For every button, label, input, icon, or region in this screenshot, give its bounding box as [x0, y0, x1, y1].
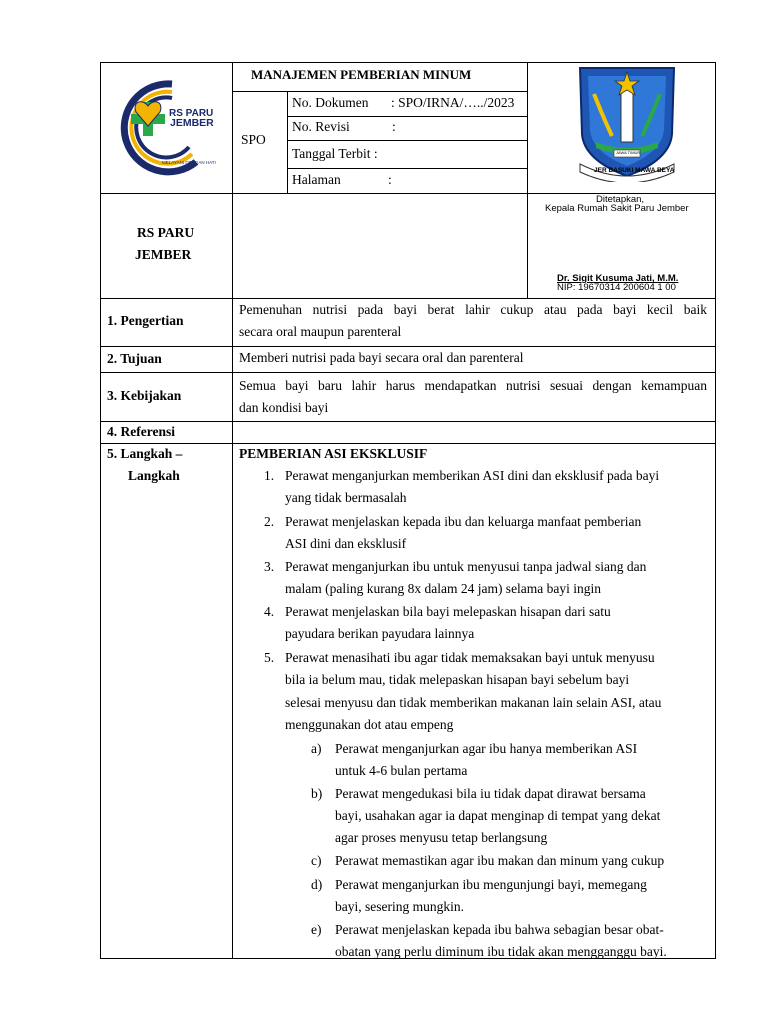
- no-dokumen-value: : SPO/IRNA/…../2023: [391, 95, 515, 110]
- step-text-line: Perawat menasihati ibu agar tidak memaksakan bayi untuk menyusu: [285, 650, 655, 665]
- kebijakan-text-line-1: Semua bayi baru lahir harus mendapatkan nutrisi sesuai dengan kemampuan: [239, 378, 707, 393]
- langkah-label-line-1: 5. Langkah –: [107, 446, 183, 461]
- substep-text-line: agar proses menyusu tetap berlangsung: [335, 830, 548, 845]
- substep-text-line: Perawat menjelaskan kepada ibu bahwa sebagian besar obat-: [335, 922, 664, 937]
- substep-text-line: untuk 4-6 bulan pertama: [335, 763, 468, 778]
- step-number: 2.: [264, 514, 275, 529]
- step-text-line: menggunakan dot atau empeng: [285, 717, 454, 732]
- no-revisi-label: No. Revisi: [292, 119, 350, 134]
- substep-letter: c): [311, 853, 322, 868]
- step-text-line: ASI dini dan eksklusif: [285, 536, 407, 551]
- jabatan-label: Kepala Rumah Sakit Paru Jember: [545, 203, 689, 214]
- step-number: 3.: [264, 559, 275, 574]
- tujuan-label: 2. Tujuan: [107, 351, 162, 366]
- step-number: 1.: [264, 468, 275, 483]
- step-text-line: Perawat menganjurkan memberikan ASI dini dan eksklusif pada bayi: [285, 468, 660, 483]
- substep-letter: d): [311, 877, 323, 892]
- ditetapkan-label: Ditetapkan,: [596, 194, 645, 205]
- substep-text-line: Perawat mengedukasi bila iu tidak dapat dirawat bersama: [335, 786, 646, 801]
- referensi-label: 4. Referensi: [107, 424, 175, 439]
- hospital-name-line-1: RS PARU: [137, 225, 195, 240]
- substep-letter: b): [311, 786, 323, 801]
- signatory-nip: NIP: 19670314 200604 1 00: [557, 282, 676, 293]
- substep-letter: e): [311, 922, 322, 937]
- substep-text-line: bayi, sesering mungkin.: [335, 899, 464, 914]
- document-title: MANAJEMEN PEMBERIAN MINUM: [251, 67, 472, 82]
- halaman-label: Halaman: [292, 172, 341, 187]
- substep-text-line: obatan yang perlu diminum ibu tidak akan mengganggu bayi.: [335, 944, 667, 959]
- pengertian-text-line-2: secara oral maupun parenteral: [239, 324, 402, 339]
- tanggal-terbit-label: Tanggal Terbit :: [292, 146, 378, 161]
- hospital-logo: [112, 76, 224, 176]
- section-heading: PEMBERIAN ASI EKSKLUSIF: [239, 446, 428, 461]
- step-number: 5.: [264, 650, 275, 665]
- kebijakan-label: 3. Kebijakan: [107, 388, 182, 403]
- langkah-label-line-2: Langkah: [128, 468, 180, 483]
- no-dokumen-label: No. Dokumen: [292, 95, 369, 110]
- pengertian-label: 1. Pengertian: [107, 313, 184, 328]
- province-emblem-label: JAWA TIMUR: [616, 150, 641, 155]
- spo-label: SPO: [241, 132, 266, 147]
- step-text-line: Perawat menganjurkan ibu untuk menyusui tanpa jadwal siang dan: [285, 559, 647, 574]
- hospital-logo-name-1: RS PARU: [169, 108, 214, 119]
- substep-text-line: Perawat menganjurkan agar ibu hanya memberikan ASI: [335, 741, 638, 756]
- hospital-name-line-2: JEMBER: [135, 247, 192, 262]
- province-emblem-motto: JER BASUKI MAWA BEYA: [594, 167, 675, 174]
- province-shield-icon: [574, 64, 680, 182]
- pengertian-text-line-1: Pemenuhan nutrisi pada bayi berat lahir cukup atau pada bayi kecil baik: [239, 302, 707, 317]
- step-text-line: bila ia belum mau, tidak melepaskan hisapan bayi sebelum bayi: [285, 672, 630, 687]
- substep-text-line: Perawat menganjurkan ibu mengunjungi bayi, memegang: [335, 877, 647, 892]
- hospital-logo-name-2: JEMBER: [170, 117, 214, 129]
- step-text-line: Perawat menjelaskan kepada ibu dan keluarga manfaat pemberian: [285, 514, 642, 529]
- kebijakan-text-line-2: dan kondisi bayi: [239, 400, 329, 415]
- substep-text-line: Perawat memastikan agar ibu makan dan minum yang cukup: [335, 853, 665, 868]
- substep-letter: a): [311, 741, 322, 756]
- step-text-line: Perawat menjelaskan bila bayi melepaskan hisapan dari satu: [285, 604, 611, 619]
- step-text-line: payudara berikan payudara lainnya: [285, 626, 475, 641]
- step-text-line: malam (paling kurang 8x dalam 24 jam) selama bayi ingin: [285, 581, 602, 596]
- no-revisi-value: :: [392, 119, 396, 134]
- step-text-line: selesai menyusu dan tidak memberikan makanan lain selain ASI, atau: [285, 695, 662, 710]
- province-emblem: [574, 64, 680, 182]
- substep-text-line: bayi, usahakan agar ia dapat menginap di tempat yang dekat: [335, 808, 661, 823]
- halaman-value: :: [388, 172, 392, 187]
- tujuan-text: Memberi nutrisi pada bayi secara oral dan parenteral: [239, 350, 524, 365]
- signatory-name: Dr. Sigit Kusuma Jati, M.M.: [557, 273, 679, 284]
- hospital-logo-tagline: MELAYANI DENGAN HATI: [162, 160, 216, 165]
- step-text-line: yang tidak bermasalah: [285, 490, 407, 505]
- step-number: 4.: [264, 604, 275, 619]
